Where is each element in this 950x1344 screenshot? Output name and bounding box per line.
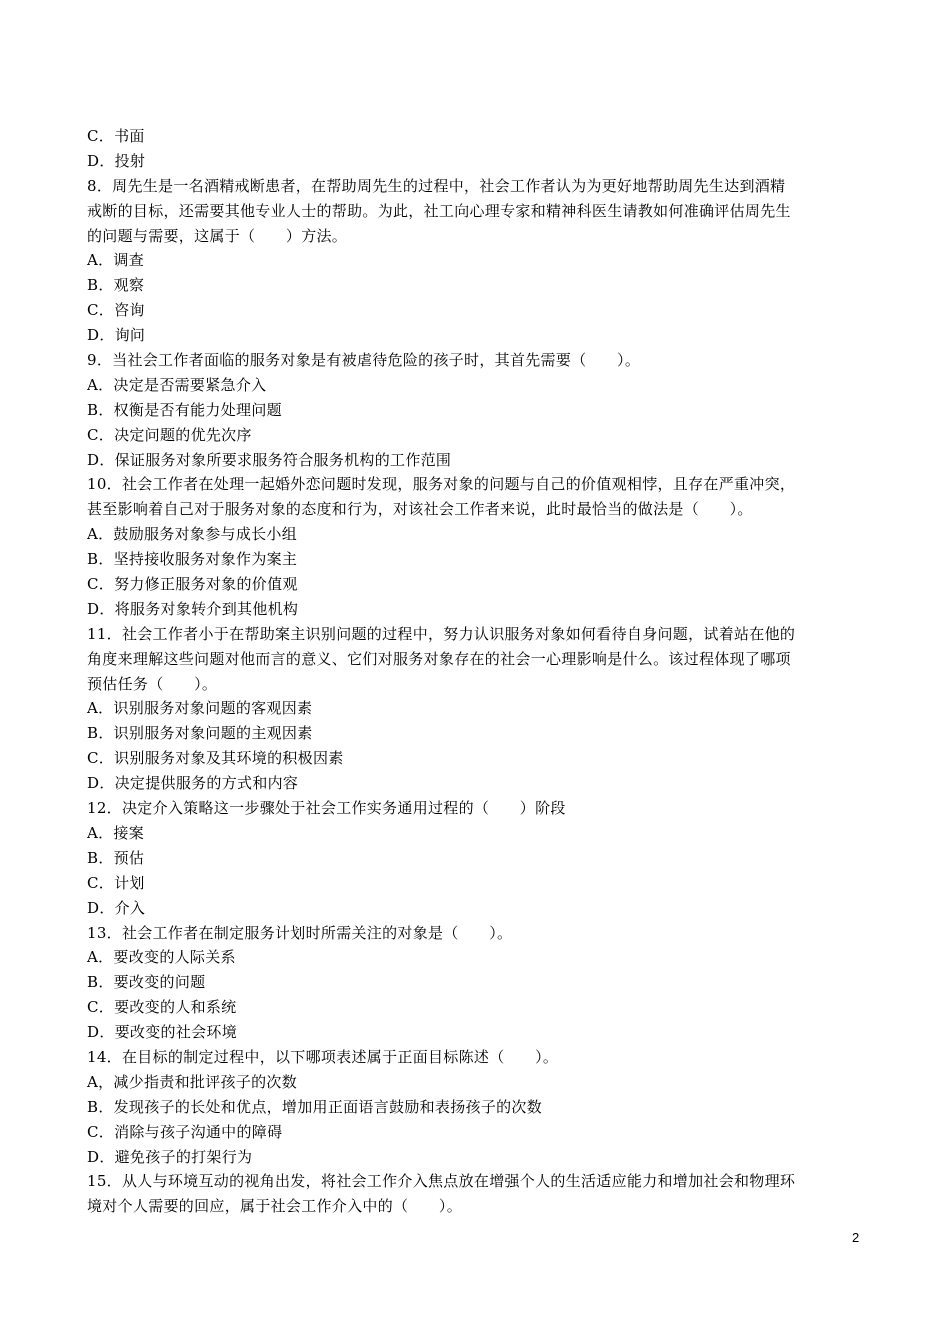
option-line: D．避免孩子的打架行为 [87,1147,253,1166]
option-line: D．保证服务对象所要求服务符合服务机构的工作范围 [87,450,452,469]
question-10-line: 10．社会工作者在处理一起婚外恋问题时发现，服务对象的问题与自己的价值观相悖，且存在严重冲突， [87,475,796,494]
question-15-line: 15．从人与环境互动的视角出发，将社会工作介入焦点放在增强个人的生活适应能力和增加社会和物理环 [87,1172,796,1191]
option-line: B．识别服务对象问题的主观因素 [87,724,313,743]
option-line: D．将服务对象转介到其他机构 [87,599,299,618]
option-line: C．书面 [87,127,145,145]
option-line: D．介入 [87,898,146,917]
option-line: A．鼓励服务对象参与成长小组 [87,525,298,544]
question-8-line: 8．周先生是一名酒精戒断患者，在帮助周先生的过程中，社会工作者认为为更好地帮助周先生达到酒精 [87,176,786,195]
option-line: C．决定问题的优先次序 [87,425,252,444]
option-line: A．识别服务对象问题的客观因素 [87,699,313,718]
page-number: 2 [852,1230,860,1245]
page-content [87,124,865,1219]
question-11-line: 角度来理解这些问题对他而言的意义、它们对服务对象存在的社会一心理影响是什么。该过程体现了哪项 [87,649,791,668]
option-line: C．计划 [87,873,145,892]
option-line: C．要改变的人和系统 [87,998,237,1017]
option-line: B．要改变的问题 [87,973,206,992]
question-8-line: 的问题与需要，这属于（ ）方法。 [87,226,348,245]
option-line: D．要改变的社会环境 [87,1023,238,1042]
option-line: C．识别服务对象及其环境的积极因素 [87,749,344,768]
option-line: A．接案 [87,823,145,842]
question-12-line: 12．决定介入策略这一步骤处于社会工作实务通用过程的（ ）阶段 [87,799,566,818]
question-9-line: 9．当社会工作者面临的服务对象是有被虐待危险的孩子时，其首先需要（ ）。 [87,351,641,370]
option-line: B．预估 [87,848,145,867]
option-line: A．调查 [87,251,145,270]
question-8-line: 戒断的目标，还需要其他专业人士的帮助。为此，社工向心理专家和精神科医生请教如何准确评估周先生 [87,201,791,220]
option-line: C．咨询 [87,301,145,320]
option-line: C．消除与孩子沟通中的障碍 [87,1122,283,1141]
option-line: B．发现孩子的长处和优点，增加用正面语言鼓励和表扬孩子的次数 [87,1097,543,1116]
option-line: B．权衡是否有能力处理问题 [87,400,282,419]
option-line: A．决定是否需要紧急介入 [87,375,267,394]
option-line: A．要改变的人际关系 [87,948,236,967]
option-line: B．观察 [87,276,145,295]
question-15-line: 境对个人需要的回应，属于社会工作介入中的（ ）。 [87,1197,463,1216]
question-11-line: 11．社会工作者小于在帮助案主识别问题的过程中，努力认识服务对象如何看待自身问题，试着站在他的 [87,624,796,643]
question-11-line: 预估任务（ ）。 [87,674,218,693]
question-14-line: 14．在目标的制定过程中，以下哪项表述属于正面目标陈述（ ）。 [87,1047,559,1066]
option-line: D．投射 [87,151,146,170]
option-line: D．询问 [87,326,146,345]
option-line: B．坚持接收服务对象作为案主 [87,550,298,569]
question-10-line: 甚至影响着自己对于服务对象的态度和行为，对该社会工作者来说，此时最恰当的做法是（ ）。 [87,500,753,519]
question-13-line: 13．社会工作者在制定服务计划时所需关注的对象是（ ）。 [87,923,513,942]
option-line: C．努力修正服务对象的价值观 [87,575,298,594]
option-line: D．决定提供服务的方式和内容 [87,774,299,793]
option-line: A，减少指责和批评孩子的次数 [87,1072,298,1091]
